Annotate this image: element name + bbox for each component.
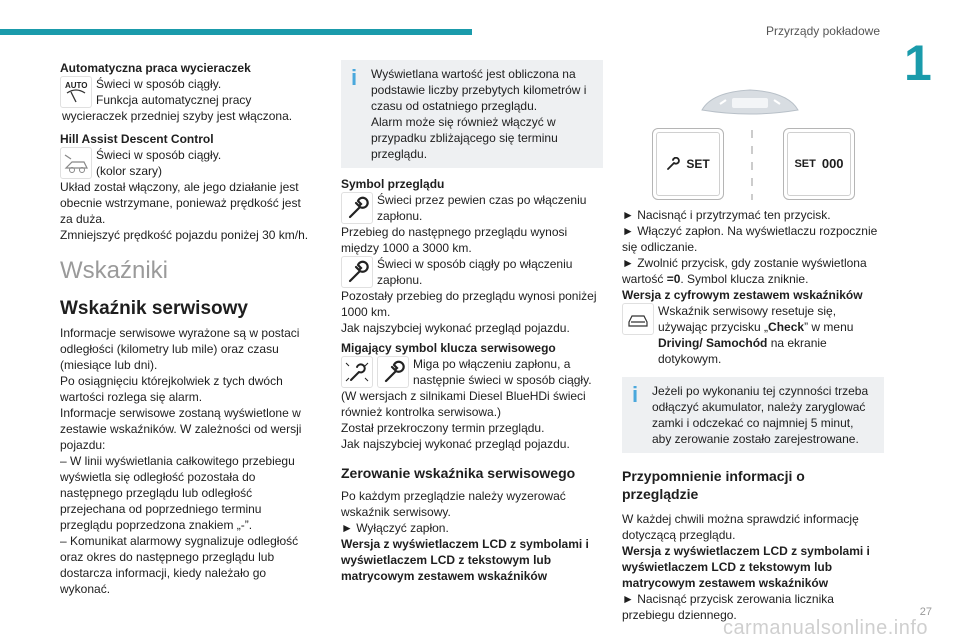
hill-block xyxy=(60,147,312,179)
blink-block xyxy=(341,356,603,388)
header-accent-bar xyxy=(0,29,472,35)
info-note-1 xyxy=(341,60,603,168)
symbol-1b: Przebieg do następnego przeglądu wynosi między 1000 a 3000 km. xyxy=(341,225,568,255)
car-icon xyxy=(622,303,654,335)
set-button-label: SET xyxy=(686,157,710,171)
service-p1: Informacje serwisowe wyrażone są w postaci odległości (kilometry lub mile) oraz czasu (miesiące lub dni). xyxy=(60,326,300,372)
heading-wskazniki: Wskaźniki xyxy=(60,257,169,284)
service-p2: Po osiągnięciu którejkolwiek z tych dwóch wartości rozlega się alarm. xyxy=(60,374,283,404)
service-p3: Informacje serwisowe zostaną wyświetlone w zestawie wskaźników. W zależności od wersji pojazdu: xyxy=(60,406,302,452)
service-p4: – W linii wyświetlania całkowitego przebiegu wyświetla się odległość pozostała do następnego przeglądu lub odległość przejechana od poprzedniego terminu przeglądu poprzedzona znakiem „-”. xyxy=(60,454,295,532)
instrument-cluster-icon xyxy=(622,70,884,130)
divider-dashes xyxy=(749,130,755,200)
c-line-2: ► Włączyć zapłon. Na wyświetlaczu rozpocznie się odliczanie. xyxy=(622,224,878,254)
instrument-figure xyxy=(622,60,884,220)
symbol-block-1 xyxy=(341,192,603,224)
column-1 xyxy=(60,60,312,597)
digital-title: Wersja z cyfrowym zestawem wskaźników xyxy=(622,288,863,302)
note1-line-1: Wyświetlana wartość jest obliczona na podstawie liczby przebytych kilometrów i czasu od ostatniego przeglądu. xyxy=(371,67,587,113)
wrench-icon xyxy=(341,192,373,224)
note2-text: Jeżeli po wykonaniu tej czynności trzeba odłączyć akumulator, należy zaryglować zamki i odczekać co najmniej 5 minut, aby zerowanie zostało zarejestrowane. xyxy=(652,384,869,446)
wiper-line-1: Świeci w sposób ciągły. xyxy=(96,77,222,91)
blink-line-3: Został przekroczony termin przeglądu. xyxy=(341,421,545,435)
blink-line-1: Miga po włączeniu zapłonu, a następnie świeci w sposób ciągły. xyxy=(413,357,592,387)
remind-line-2: Wersja z wyświetlaczem LCD z symbolami i wyświetlaczem LCD z tekstowym lub matrycowym zestawem wskaźników xyxy=(622,544,870,590)
symbol-2b: Pozostały przebieg do przeglądu wynosi poniżej 1000 km. xyxy=(341,289,597,319)
hill-descent-icon xyxy=(60,147,92,179)
auto-wiper-icon: AUTO xyxy=(60,76,92,108)
digital-block xyxy=(622,303,884,367)
digital-line-1: Wskaźnik serwisowy resetuje się, używając przycisku „Check” w menu Driving/ Samochód na ekranie dotykowym. xyxy=(658,304,854,366)
column-3 xyxy=(622,207,884,623)
column-2 xyxy=(341,60,603,584)
hill-title: Hill Assist Descent Control xyxy=(60,132,214,146)
remind-line-1: W każdej chwili można sprawdzić informację dotyczącą przeglądu. xyxy=(622,512,859,542)
c-line-1: ► Nacisnąć i przytrzymać ten przycisk. xyxy=(622,208,831,222)
wrench-icon xyxy=(666,157,680,171)
hill-line-1: Świeci w sposób ciągły. xyxy=(96,148,222,162)
hill-line-3: Układ został włączony, ale jego działanie jest obecnie wstrzymane, ponieważ prędkość jest za duża. xyxy=(60,180,301,226)
section-title: Przyrządy pokładowe xyxy=(765,24,880,38)
symbol-2c: Jak najszybciej wykonać przegląd pojazdu. xyxy=(341,321,570,335)
page-number: 27 xyxy=(919,606,932,618)
note1-line-2: Alarm może się również włączyć w przypadku zbliżającego się terminu przeglądu. xyxy=(371,115,558,161)
chapter-number: 1 xyxy=(904,35,932,91)
symbol-1a: Świeci przez pewien czas po włączeniu zapłonu. xyxy=(377,193,587,223)
symbol-2a: Świeci w sposób ciągły po włączeniu zapłonu. xyxy=(377,257,573,287)
symbol-title: Symbol przeglądu xyxy=(341,177,445,191)
set-display-label: SET xyxy=(794,158,816,170)
blink-title: Migający symbol klucza serwisowego xyxy=(341,341,556,355)
heading-service-indicator: Wskaźnik serwisowy xyxy=(60,298,248,319)
hill-line-2: (kolor szary) xyxy=(96,164,163,178)
set-display-value: 000 xyxy=(821,156,844,171)
remind-title: Przypomnienie informacji o przeglądzie xyxy=(622,468,805,502)
wrench-icon xyxy=(341,256,373,288)
info-note-2 xyxy=(622,377,884,453)
reset-line-2: ► Wyłączyć zapłon. xyxy=(341,521,449,535)
set-display xyxy=(783,128,855,200)
wiper-title: Automatyczna praca wycieraczek xyxy=(60,61,251,75)
wiper-line-2: Funkcja automatycznej pracy wycieraczek przedniej szyby jest włączona. xyxy=(62,93,293,123)
wrench-icon xyxy=(377,356,409,388)
blink-line-2: (W wersjach z silnikami Diesel BlueHDi świeci również kontrolka serwisowa.) xyxy=(341,389,586,419)
blink-line-4: Jak najszybciej wykonać przegląd pojazdu. xyxy=(341,437,570,451)
reset-line-1: Po każdym przeglądzie należy wyzerować wskaźnik serwisowy. xyxy=(341,489,566,519)
reset-line-3: Wersja z wyświetlaczem LCD z symbolami i wyświetlaczem LCD z tekstowym lub matrycowym zestawem wskaźników xyxy=(341,537,589,583)
wiper-block xyxy=(60,76,312,124)
info-icon: i xyxy=(351,65,358,90)
blink-icons xyxy=(341,356,409,388)
c-line-3: ► Zwolnić przycisk, gdy zostanie wyświetlona wartość =0. Symbol klucza zniknie. xyxy=(622,256,867,286)
service-p5: – Komunikat alarmowy sygnalizuje odległość oraz okres do następnego przeglądu lub dostarcza informacji, kiedy należało go wykonać. xyxy=(60,534,299,596)
symbol-block-2 xyxy=(341,256,603,288)
reset-title: Zerowanie wskaźnika serwisowego xyxy=(341,465,576,481)
remind-line-3: ► Nacisnąć przycisk zerowania licznika przebiegu dziennego. xyxy=(622,592,834,622)
hill-line-4: Zmniejszyć prędkość pojazdu poniżej 30 km/h. xyxy=(60,228,309,242)
blinking-wrench-icon xyxy=(341,356,373,388)
info-icon: i xyxy=(632,382,639,407)
set-button[interactable] xyxy=(652,128,724,200)
watermark: carmanualsonline.info xyxy=(722,617,928,639)
